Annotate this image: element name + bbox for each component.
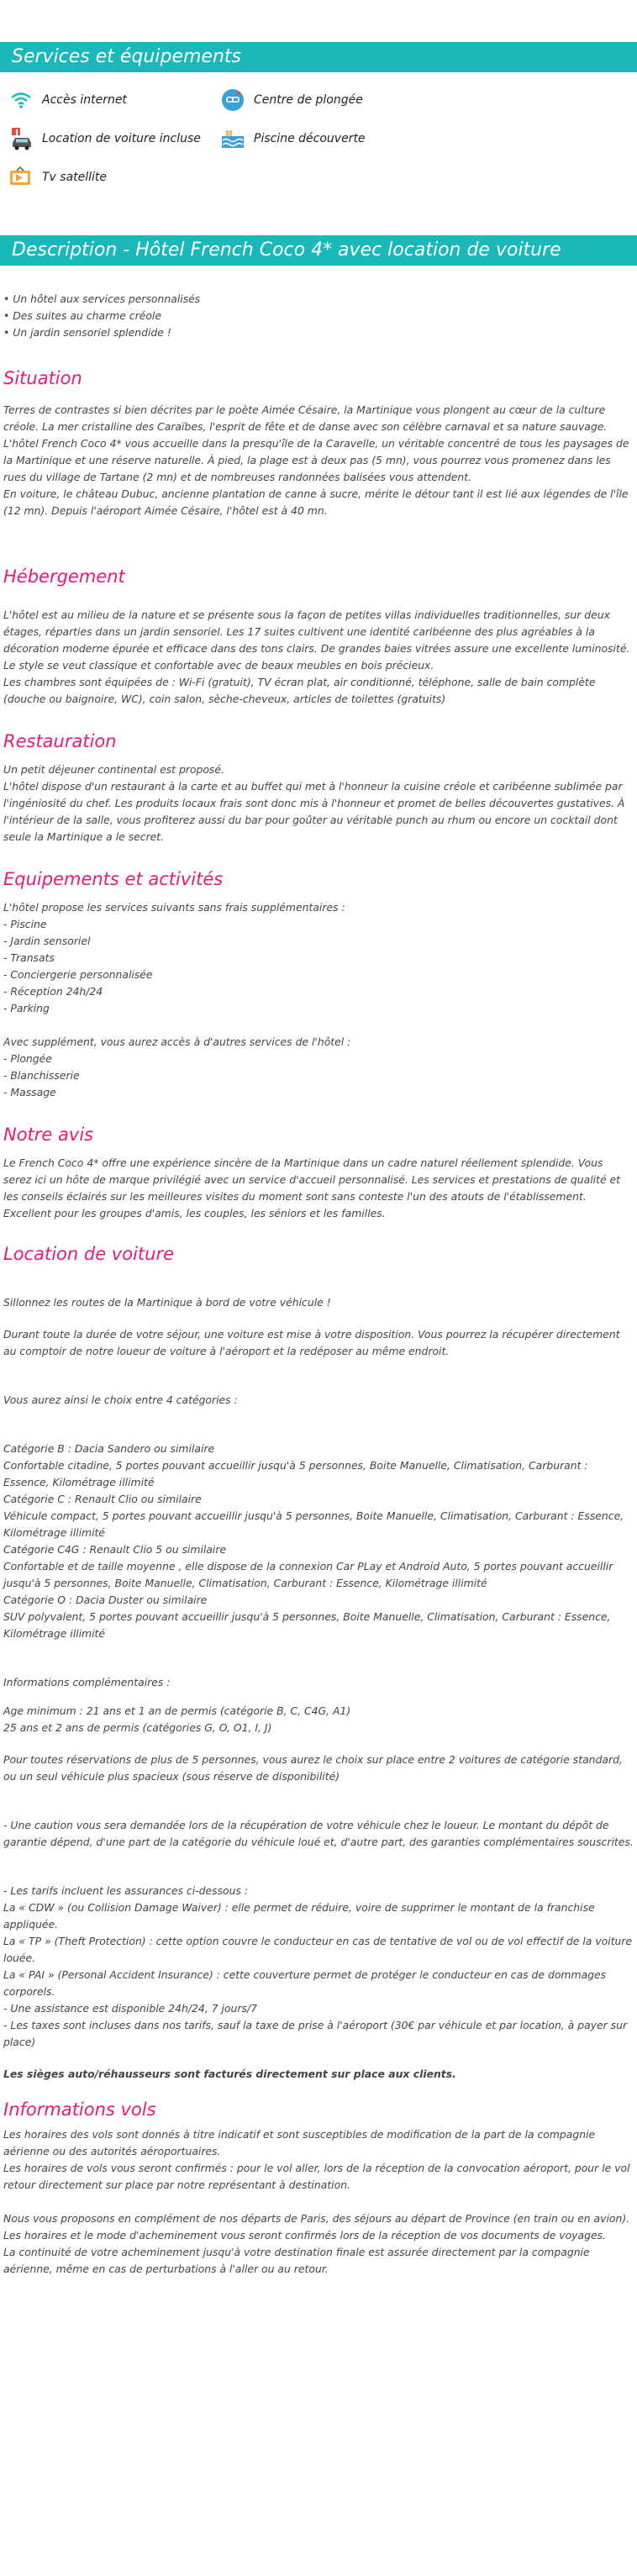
restauration-line: L'hôtel dispose d'un restaurant à la carte et au buffet qui met à l'honneur la cuisine créole et caribéenne sublimée par l'ingéniosité du chef. Les produits locaux frais sont donc mis à l'honneur et promet de belles découvertes gustatives. À l'intérieur de la salle, vous profiterez aussi du bar pour goûter au véritable punch au rhum ou encore un cocktail dont seule la Martinique a le secret. [3, 780, 625, 843]
sieges-note: Les sièges auto/réhausseurs sont facturés directement sur place aux clients. [3, 2068, 456, 2080]
highlight-item: • Un jardin sensoriel splendide ! [3, 326, 171, 339]
vols-line: Les horaires et le mode d'acheminement vous seront confirmés lors de la réception de vos documents de voyages. [3, 2229, 606, 2241]
free-services-list [3, 916, 634, 1017]
age-requirements [3, 1703, 634, 1736]
restauration-section [3, 733, 634, 845]
vols-line: La continuité de votre acheminement jusqu'à votre destination finale est assurée directement par la compagnie aérienne, même en cas de perturbations à l'aller ou au retour. [3, 2246, 590, 2275]
highlight-item: • Des suites au charme créole [3, 309, 161, 322]
vols-text [3, 2210, 634, 2278]
category-line: Confortable citadine, 5 portes pouvant accueillir jusqu'à 5 personnes, Boite Manuelle, Climatisation, Carburant : Essence, Kilométrage illimité [3, 1459, 588, 1488]
list-item: - Plongée [3, 1052, 52, 1065]
avis-text: Le French Coco 4* offre une expérience sincère de la Martinique dans un cadre naturel réellement splendide. Vous serez ici un hôte de marque privilégié avec un service d'accueil personnalisé. Les services et prestations de qualité et les conseils éclairés sur les meilleures visites du moment sont sans conteste l'un des atouts de l'établissement. Excellent pour les groupes d'amis, les couples, les séniors et les familles. [3, 1156, 621, 1220]
info-title: Informations complémentaires : [3, 1676, 171, 1688]
tarif-line: La « TP » (Theft Protection) : cette option couvre le conducteur en cas de tentative de vol ou de vol effectif de la voiture louée. [3, 1935, 633, 1964]
hebergement-section [3, 568, 634, 708]
situation-section [3, 370, 634, 519]
services-banner: Services et équipements [0, 42, 637, 72]
highlights-list [3, 291, 634, 341]
restauration-text [3, 761, 634, 845]
service-label: Accès internet [42, 93, 127, 107]
paid-services-list [3, 1051, 634, 1101]
diving-icon [218, 87, 247, 113]
location-choice: Vous aurez ainsi le choix entre 4 catégories : [3, 1393, 238, 1406]
vols-section [3, 2101, 634, 2278]
equipements-heading: Equipements et activités [3, 869, 224, 889]
service-label: Tv satellite [42, 171, 108, 184]
paid-intro: Avec supplément, vous aurez accès à d'autres services de l'hôtel : [3, 1035, 351, 1048]
service-internet [7, 81, 218, 119]
hebergement-line: L'hôtel est au milieu de la nature et se présente sous la façon de petites villas individuelles traditionnelles, sur deux étages, réparties dans un jardin sensoriel. Les 17 suites cultivent une identité caribéenne des plus agréables à la décoration moderne épurée et efficace dans des tons clairs. De grandes baies vitrées assure une excellente luminosité. Le style se veut classique et confortable avec de beaux meubles en bois précieux. [3, 608, 630, 672]
age-line: Age minimum : 21 ans et 1 an de permis (catégorie B, C, C4G, A1) [3, 1704, 351, 1717]
service-pool [218, 119, 430, 158]
list-item: - Jardin sensoriel [3, 935, 91, 947]
services-grid [0, 72, 637, 197]
category-line: Confortable et de taille moyenne , elle dispose de la connexion Car PLay et Android Auto, 5 portes pouvant accueillir jusqu'à 5 personnes, Boite Manuelle, Climatisation, Carburant : Essence, Kilométrage illimité [3, 1560, 613, 1589]
situation-line: En voiture, le château Dubuc, ancienne plantation de canne à sucre, mérite le détour tant il est lié aux légendes de l'île (12 mn). Depuis l'aéroport Aimée Césaire, l'hôtel est à 40 mn. [3, 487, 629, 517]
category-line: Catégorie C4G : Renault Clio 5 ou similaire [3, 1543, 227, 1556]
service-tv [7, 158, 218, 197]
category-line: Véhicule compact, 5 portes pouvant accueillir jusqu'à 5 personnes, Boite Manuelle, Climatisation, Carburant : Essence, Kilométrage illimité [3, 1509, 624, 1539]
tarif-line: La « CDW » (ou Collision Damage Waiver) : elle permet de réduire, voire de supprimer le montant de la franchise appliquée. [3, 1901, 595, 1931]
service-diving [218, 81, 430, 119]
vols-line: Les horaires de vols vous seront confirmés : pour le vol aller, lors de la réception de la convocation aéroport, pour le vol retour directement sur place par notre représentant à destination. [3, 2162, 630, 2191]
equipements-intro: L'hôtel propose les services suivants sans frais supplémentaires : [3, 901, 345, 914]
description-content [0, 291, 637, 2278]
hebergement-heading: Hébergement [3, 566, 125, 587]
highlight-item: • Un hôtel aux services personnalisés [3, 292, 201, 305]
list-item: - Massage [3, 1086, 56, 1098]
tarif-line: - Une assistance est disponible 24h/24, 7 jours/7 [3, 2002, 257, 2015]
category-line: Catégorie C : Renault Clio ou similaire [3, 1493, 202, 1505]
tarif-line: - Les tarifs incluent les assurances ci-dessous : [3, 1884, 249, 1897]
service-label: Piscine découverte [254, 132, 366, 145]
category-line: Catégorie B : Dacia Sandero ou similaire [3, 1442, 215, 1455]
age-line: 25 ans et 2 ans de permis (catégories G, O, O1, I, J) [3, 1721, 272, 1734]
situation-line: L'hôtel French Coco 4* vous accueille dans la presqu'île de la Caravelle, un véritable concentré de tous les paysages de la Martinique et une réserve naturelle. À pied, la plage est à deux pas (5 mn), vous pourrez vous promenez dans les rues du village de Tartane (2 mn) et de nombreuses randonnées balisées vous attendent. [3, 437, 629, 483]
wifi-icon [7, 92, 35, 108]
description-banner: Description - Hôtel French Coco 4* avec location de voiture [0, 235, 637, 266]
service-car-rental [7, 119, 218, 158]
car-rental-icon [7, 126, 35, 151]
situation-text [3, 402, 634, 519]
restauration-line: Un petit déjeuner continental est proposé. [3, 763, 224, 776]
list-item: - Parking [3, 1002, 50, 1014]
location-heading: Location de voiture [3, 1244, 174, 1264]
avis-heading: Notre avis [3, 1125, 94, 1145]
pool-icon [218, 128, 247, 150]
tv-icon [7, 166, 35, 188]
list-item: - Conciergerie personnalisée [3, 968, 153, 981]
list-item: - Transats [3, 951, 55, 964]
location-intro: Sillonnez les routes de la Martinique à bord de votre véhicule ! [3, 1296, 331, 1309]
tarif-line: - Les taxes sont incluses dans nos tarifs, sauf la taxe de prise à l'aéroport (30€ par véhicule et par location, à payer sur place) [3, 2019, 628, 2048]
categories-list [3, 1441, 634, 1642]
avis-section [3, 1126, 634, 1222]
list-item: - Piscine [3, 918, 47, 930]
vols-line: Nous vous proposons en complément de nos départs de Paris, des séjours au départ de Province (en train ou en avion). [3, 2212, 630, 2225]
list-item: - Réception 24h/24 [3, 985, 103, 998]
service-label: Centre de plongée [254, 93, 363, 107]
situation-heading: Situation [3, 368, 82, 388]
equipements-section [3, 871, 634, 1101]
situation-line: Terres de contrastes si bien décrites par le poète Aimée Césaire, la Martinique vous plongent au cœur de la culture créole. La mer cristalline des Caraïbes, l'esprit de fête et de danse avec son célèbre carnaval et sa nature sauvage. [3, 403, 608, 433]
five-persons-note: Pour toutes réservations de plus de 5 personnes, vous aurez le choix sur place entre 2 voitures de catégorie standard, ou un seul véhicule plus spacieux (sous réserve de disponibilité) [3, 1753, 623, 1783]
vols-heading: Informations vols [3, 2099, 156, 2120]
service-label: Location de voiture incluse [42, 132, 201, 145]
vols-text [3, 2126, 634, 2194]
category-line: Catégorie O : Dacia Duster ou similaire [3, 1594, 208, 1606]
tarif-line: La « PAI » (Personal Accident Insurance) : cette couverture permet de protéger le conducteur en cas de dommages corporels. [3, 1968, 607, 1998]
location-intro: Durant toute la durée de votre séjour, une voiture est mise à votre disposition. Vous pourrez la récupérer directement au comptoir de notre loueur de voiture à l'aéroport et la redéposer au même endroit. [3, 1328, 620, 1357]
caution-note: - Une caution vous sera demandée lors de la récupération de votre véhicule chez le loueur. Le montant du dépôt de garantie dépend, d'une part de la catégorie du véhicule loué et, d'autre part, des garanties complémentaires souscrites. [3, 1819, 634, 1848]
category-line: SUV polyvalent, 5 portes pouvant accueillir jusqu'à 5 personnes, Boite Manuelle, Climatisation, Carburant : Essence, Kilométrage illimité [3, 1610, 611, 1640]
restauration-heading: Restauration [3, 731, 117, 751]
hebergement-text [3, 607, 634, 708]
vols-line: Les horaires des vols sont donnés à titre indicatif et sont susceptibles de modification de la part de la compagnie aérienne ou des autorités aéroportuaires. [3, 2128, 596, 2157]
list-item: - Blanchisserie [3, 1069, 80, 1082]
hebergement-line: Les chambres sont équipées de : Wi-Fi (gratuit), TV écran plat, air conditionné, téléphone, salle de bain complète (douche ou baignoire, WC), coin salon, sèche-cheveux, articles de toilettes (gratuits) [3, 676, 596, 705]
tarifs-list [3, 1883, 634, 2051]
location-section [3, 1246, 634, 2083]
